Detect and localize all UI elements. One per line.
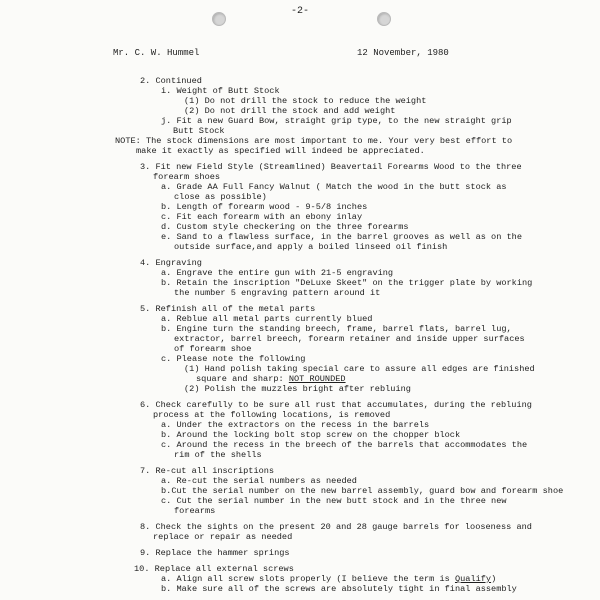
line-text: forearms bbox=[174, 506, 216, 516]
line-text: make it exactly as specified will indeed be appreciated. bbox=[136, 146, 425, 156]
underlined-emphasis: NOT ROUNDED bbox=[288, 374, 346, 384]
text-line-l05 bbox=[161, 116, 512, 126]
line-text: 7. Re-cut all inscriptions bbox=[140, 466, 275, 476]
text-line-l43 bbox=[153, 532, 292, 542]
line-text: d. Custom style checkering on the three forearms bbox=[161, 222, 409, 232]
line-text: the number 5 engraving pattern around it bbox=[174, 288, 381, 298]
line-text: NOTE: The stock dimensions are most important to me. Your very best effort to bbox=[115, 136, 513, 146]
text-line-l37 bbox=[140, 466, 274, 476]
text-line-l07 bbox=[115, 136, 512, 146]
line-text: b.Cut the serial number on the new barrel assembly, guard bow and forearm shoe bbox=[161, 486, 564, 496]
text-line-l42 bbox=[140, 522, 532, 532]
text-line-l28 bbox=[184, 364, 535, 374]
underlined-term: Qualify bbox=[454, 574, 492, 584]
line-text: rim of the shells bbox=[174, 450, 262, 460]
line-text: e. Sand to a flawless surface, in the barrel grooves as well as on the bbox=[161, 232, 522, 242]
line-text: c. Fit each forearm with an ebony inlay bbox=[161, 212, 363, 222]
text-line-l14 bbox=[161, 212, 362, 222]
line-text: replace or repair as needed bbox=[153, 532, 293, 542]
line-text: (2) Do not drill the stock and add weight bbox=[184, 106, 396, 116]
line-text: (2) Polish the muzzles bright after rebluing bbox=[184, 384, 411, 394]
text-line-l21 bbox=[174, 288, 380, 298]
text-line-l30 bbox=[184, 384, 411, 394]
text-line-l02 bbox=[161, 86, 280, 96]
line-text: 9. Replace the hammer springs bbox=[140, 548, 290, 558]
text-line-l31 bbox=[140, 400, 532, 410]
text-line-l44 bbox=[140, 548, 290, 558]
line-text: a. Align all screw slots properly (I believe the term is bbox=[161, 574, 455, 584]
text-line-l24 bbox=[161, 324, 512, 334]
line-text: c. Cut the serial number in the new butt stock and in the three new bbox=[161, 496, 507, 506]
text-line-l36 bbox=[174, 450, 262, 460]
line-text: of forearm shoe bbox=[174, 344, 252, 354]
addressee: Mr. C. W. Hummel bbox=[113, 48, 200, 58]
line-text: ) bbox=[491, 574, 497, 584]
text-line-l23 bbox=[161, 314, 372, 324]
line-text: j. Fit a new Guard Bow, straight grip type, to the new straight grip bbox=[161, 116, 512, 126]
line-text: b. Length of forearm wood - 9-5/8 inches bbox=[161, 202, 368, 212]
line-text: extractor, barrel breech, forearm retainer and inside upper surfaces bbox=[174, 334, 525, 344]
text-line-l39 bbox=[161, 486, 563, 496]
text-line-l19 bbox=[161, 268, 393, 278]
text-line-l13 bbox=[161, 202, 367, 212]
text-line-l47 bbox=[161, 584, 517, 594]
line-text: 3. Fit new Field Style (Streamlined) Beavertail Forearms Wood to the three bbox=[140, 162, 522, 172]
text-line-l18 bbox=[140, 258, 202, 268]
line-text: 4. Engraving bbox=[140, 258, 202, 268]
text-line-l27 bbox=[161, 354, 305, 364]
text-line-l46 bbox=[161, 574, 496, 584]
line-text: 2. Continued bbox=[140, 76, 202, 86]
text-line-l17 bbox=[174, 242, 447, 252]
line-text: outside surface,and apply a boiled linseed oil finish bbox=[174, 242, 448, 252]
line-text: 8. Check the sights on the present 20 and 28 gauge barrels for looseness and bbox=[140, 522, 532, 532]
line-text: b. Make sure all of the screws are absolutely tight in final assembly bbox=[161, 584, 517, 594]
line-text: a. Engrave the entire gun with 21-5 engraving bbox=[161, 268, 394, 278]
line-text: (1) Hand polish taking special care to assure all edges are finished bbox=[184, 364, 535, 374]
text-line-l11 bbox=[161, 182, 507, 192]
line-text: b. Retain the inscription "DeLuxe Skeet" on the trigger plate by working bbox=[161, 278, 533, 288]
letter-date: 12 November, 1980 bbox=[357, 48, 449, 58]
line-text: 10. Replace all external screws bbox=[134, 564, 294, 574]
line-text: c. Please note the following bbox=[161, 354, 306, 364]
line-text: i. Weight of Butt Stock bbox=[161, 86, 280, 96]
text-line-l08 bbox=[136, 146, 425, 156]
line-text: c. Around the recess in the breech of the barrels that accommodates the bbox=[161, 440, 528, 450]
text-line-l25 bbox=[174, 334, 525, 344]
text-line-l03 bbox=[184, 96, 426, 106]
line-text: (1) Do not drill the stock to reduce the weight bbox=[184, 96, 427, 106]
line-text: process at the following locations, is removed bbox=[153, 410, 391, 420]
text-line-l33 bbox=[161, 420, 429, 430]
text-line-l15 bbox=[161, 222, 409, 232]
text-line-l10 bbox=[153, 172, 220, 182]
text-line-l22 bbox=[140, 304, 315, 314]
text-line-l41 bbox=[174, 506, 215, 516]
line-text: 6. Check carefully to be sure all rust that accumulates, during the rebluing bbox=[140, 400, 532, 410]
line-text: b. Around the locking bolt stop screw on the chopper block bbox=[161, 430, 461, 440]
line-text: forearm shoes bbox=[153, 172, 221, 182]
line-text: 5. Refinish all of the metal parts bbox=[140, 304, 316, 314]
line-text: a. Re-cut the serial numbers as needed bbox=[161, 476, 357, 486]
text-line-l45 bbox=[134, 564, 294, 574]
text-line-l38 bbox=[161, 476, 357, 486]
text-line-l32 bbox=[153, 410, 390, 420]
text-line-l12 bbox=[174, 192, 267, 202]
text-line-l34 bbox=[161, 430, 460, 440]
line-text: Butt Stock bbox=[173, 126, 225, 136]
text-line-l35 bbox=[161, 440, 527, 450]
line-text: a. Grade AA Full Fancy Walnut ( Match the wood in the butt stock as bbox=[161, 182, 507, 192]
line-text: b. Engine turn the standing breech, frame, barrel flats, barrel lug, bbox=[161, 324, 512, 334]
text-line-l20 bbox=[161, 278, 532, 288]
line-text: close as possible) bbox=[174, 192, 267, 202]
page-number: -2- bbox=[290, 6, 309, 17]
line-text: square and sharp: bbox=[196, 374, 289, 384]
line-text: a. Reblue all metal parts currently blued bbox=[161, 314, 373, 324]
text-line-l04 bbox=[184, 106, 395, 116]
text-line-l06 bbox=[173, 126, 225, 136]
text-line-l40 bbox=[161, 496, 507, 506]
text-line-l29 bbox=[196, 374, 346, 384]
text-line-l26 bbox=[174, 344, 251, 354]
line-text: a. Under the extractors on the recess in the barrels bbox=[161, 420, 430, 430]
text-line-l09 bbox=[140, 162, 522, 172]
text-line-l01 bbox=[140, 76, 202, 86]
text-line-l16 bbox=[161, 232, 522, 242]
